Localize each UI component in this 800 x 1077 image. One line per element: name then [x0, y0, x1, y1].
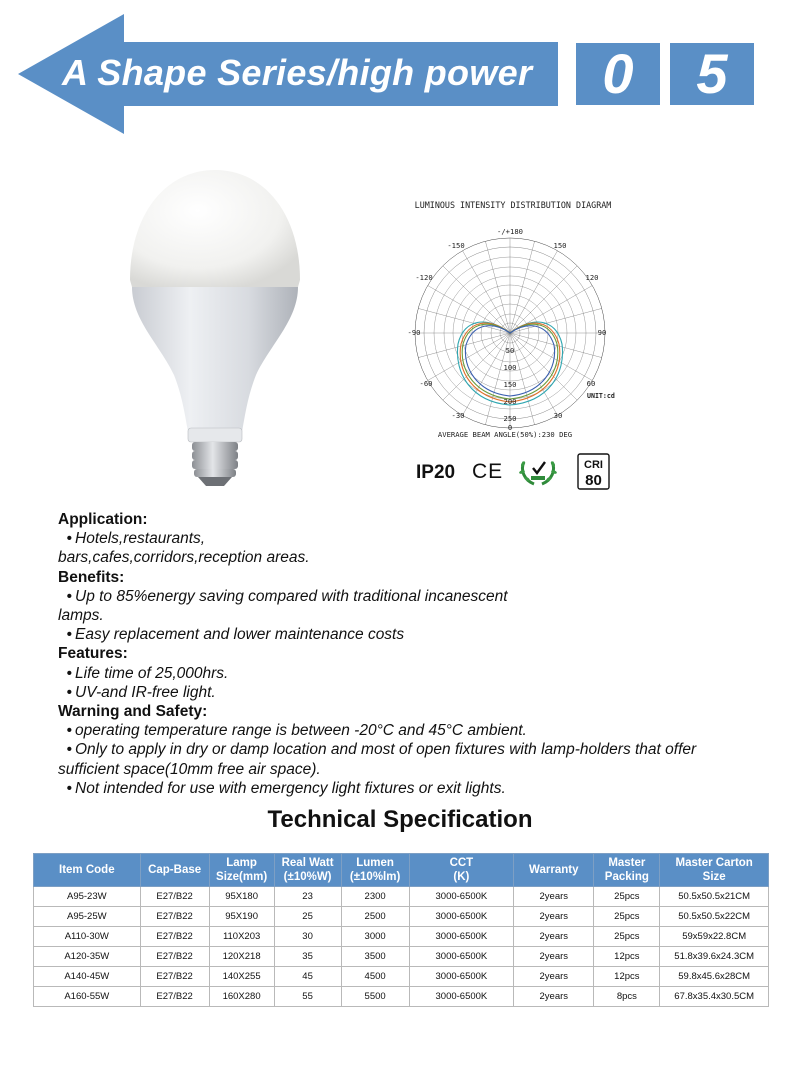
- list-item: • Only to apply in dry or damp location and most of open fixtures with lamp-holders that offer: [66, 741, 697, 759]
- polar-spoke: [510, 308, 602, 333]
- table-cell: 3000-6500K: [409, 987, 514, 1007]
- polar-spoke: [510, 333, 558, 415]
- table-cell: 2years: [514, 927, 594, 947]
- table-cell: 23: [274, 887, 341, 907]
- table-header-cell: CCT (K): [409, 854, 514, 887]
- table-header-cell: Real Watt (±10%W): [274, 854, 341, 887]
- angle-label: 0: [507, 423, 513, 432]
- table-cell: A160-55W: [34, 987, 141, 1007]
- polar-spoke: [510, 251, 558, 333]
- angle-label: -60: [419, 379, 433, 388]
- cri-80-icon: [578, 454, 609, 489]
- polar-spoke: [418, 308, 510, 333]
- table-cell: 51.8x39.6x24.3CM: [660, 947, 769, 967]
- table-cell: A120-35W: [34, 947, 141, 967]
- table-cell: E27/B22: [140, 887, 209, 907]
- table-header-row: [34, 854, 769, 887]
- table-cell: E27/B22: [140, 987, 209, 1007]
- table-cell: 110X203: [209, 927, 274, 947]
- angle-label: -150: [447, 241, 465, 250]
- luminous-intensity-polar-diagram: [380, 196, 650, 446]
- table-cell: 120X218: [209, 947, 274, 967]
- table-cell: 2300: [341, 887, 409, 907]
- table-row: [34, 947, 769, 967]
- polar-spoke: [510, 333, 592, 381]
- angle-label: 60: [586, 379, 596, 388]
- table-row: [34, 907, 769, 927]
- table-cell: 2years: [514, 967, 594, 987]
- table-header-cell: Warranty: [514, 854, 594, 887]
- table-cell: 140X255: [209, 967, 274, 987]
- table-cell: 12pcs: [594, 947, 660, 967]
- table-cell: 95X180: [209, 887, 274, 907]
- list-item: • operating temperature range is between -20°C and 45°C ambient.: [66, 722, 527, 740]
- table-body: [34, 887, 769, 1007]
- angle-label: 150: [553, 241, 567, 250]
- table-row: [34, 927, 769, 947]
- application-heading: Application:: [58, 511, 148, 528]
- list-item-continuation: bars,cafes,corridors,reception areas.: [58, 549, 310, 567]
- table-cell: 160X280: [209, 987, 274, 1007]
- list-item: • Life time of 25,000hrs.: [66, 664, 229, 682]
- table-cell: 59.8x45.6x28CM: [660, 967, 769, 987]
- table-cell: E27/B22: [140, 907, 209, 927]
- list-item: • Easy replacement and lower maintenance costs: [66, 626, 405, 644]
- table-cell: 2years: [514, 907, 594, 927]
- angle-label: -90: [407, 328, 421, 337]
- table-row: [34, 967, 769, 987]
- table-cell: E27/B22: [140, 967, 209, 987]
- table-row: [34, 987, 769, 1007]
- list-item: • Not intended for use with emergency light fixtures or exit lights.: [66, 779, 506, 797]
- list-item: • Hotels,restaurants,: [66, 530, 206, 548]
- table-cell: 25pcs: [594, 887, 660, 907]
- table-cell: A110-30W: [34, 927, 141, 947]
- angle-label: -120: [415, 273, 433, 282]
- table-header-cell: Lumen (±10%lm): [341, 854, 409, 887]
- radial-label: 200: [503, 397, 517, 406]
- table-cell: A95-23W: [34, 887, 141, 907]
- table-cell: A140-45W: [34, 967, 141, 987]
- table-cell: 3000-6500K: [409, 967, 514, 987]
- cri-label: CRI: [584, 459, 603, 471]
- table-cell: E27/B22: [140, 927, 209, 947]
- led-bulb-image: [120, 160, 310, 490]
- table-cell: 2500: [341, 907, 409, 927]
- table-cell: 2years: [514, 987, 594, 1007]
- table-cell: 3000-6500K: [409, 947, 514, 967]
- radial-label: 150: [503, 380, 517, 389]
- table-cell: 95X190: [209, 907, 274, 927]
- list-item: • Up to 85%energy saving compared with traditional incanescent: [66, 587, 508, 605]
- table-cell: 8pcs: [594, 987, 660, 1007]
- table-cell: 30: [274, 927, 341, 947]
- list-item: • UV-and IR-free light.: [66, 683, 216, 701]
- list-item-continuation: lamps.: [58, 607, 104, 625]
- angle-label: 30: [553, 411, 563, 420]
- table-cell: 4500: [341, 967, 409, 987]
- table-cell: 25: [274, 907, 341, 927]
- table-cell: E27/B22: [140, 947, 209, 967]
- warning-heading: Warning and Safety:: [58, 703, 208, 721]
- table-cell: 3000-6500K: [409, 927, 514, 947]
- table-header-cell: Item Code: [34, 854, 141, 887]
- page-number-digit-2: 5: [670, 43, 754, 105]
- table-cell: 50.5x50.5x21CM: [660, 887, 769, 907]
- angle-label: -/+180: [497, 227, 523, 236]
- table-cell: 3000-6500K: [409, 887, 514, 907]
- benefits-heading: Benefits:: [58, 568, 125, 586]
- table-cell: 25pcs: [594, 927, 660, 947]
- polar-spoke: [510, 241, 535, 333]
- table-cell: 5500: [341, 987, 409, 1007]
- angle-label: 90: [597, 328, 607, 337]
- page-title: A Shape Series/high power: [62, 52, 533, 93]
- spec-title: Technical Specification: [267, 806, 533, 833]
- radial-label: 250: [503, 414, 517, 423]
- radial-label: 50: [505, 346, 515, 355]
- table-cell: 25pcs: [594, 907, 660, 927]
- rohs-wreath-icon: [519, 461, 558, 484]
- table-cell: 55: [274, 987, 341, 1007]
- page-number-digit-1: 0: [576, 43, 660, 105]
- polar-spoke: [463, 251, 511, 333]
- table-header-cell: Master Carton Size: [660, 854, 769, 887]
- ce-mark-icon: CE: [472, 460, 504, 483]
- angle-label: -30: [451, 411, 465, 420]
- angle-label: 120: [585, 273, 599, 282]
- ip20-icon: IP20: [416, 462, 456, 483]
- table-cell: 45: [274, 967, 341, 987]
- list-item-continuation: sufficient space(10mm free air space).: [58, 760, 321, 778]
- table-cell: A95-25W: [34, 907, 141, 927]
- table-cell: 35: [274, 947, 341, 967]
- polar-spoke: [485, 241, 510, 333]
- diagram-title: LUMINOUS INTENSITY DISTRIBUTION DIAGRAM: [414, 200, 612, 210]
- table-cell: 50.5x50.5x22CM: [660, 907, 769, 927]
- table-cell: 67.8x35.4x30.5CM: [660, 987, 769, 1007]
- table-cell: 59x59x22.8CM: [660, 927, 769, 947]
- table-cell: 3000: [341, 927, 409, 947]
- spec-table: [33, 853, 769, 1007]
- table-cell: 3000-6500K: [409, 907, 514, 927]
- unit-label: UNIT:cd: [587, 392, 615, 400]
- table-header-cell: Lamp Size(mm): [209, 854, 274, 887]
- table-cell: 2years: [514, 887, 594, 907]
- table-cell: 2years: [514, 947, 594, 967]
- table-header-cell: Cap-Base: [140, 854, 209, 887]
- features-heading: Features:: [58, 645, 128, 663]
- radial-label: 100: [503, 363, 517, 372]
- certification-icons: [412, 450, 622, 494]
- polar-spoke: [428, 333, 510, 381]
- table-cell: 3500: [341, 947, 409, 967]
- product-description: [58, 510, 738, 798]
- beam-angle-label: AVERAGE BEAM ANGLE(50%):230 DEG: [437, 430, 573, 439]
- table-header-cell: Master Packing: [594, 854, 660, 887]
- table-cell: 12pcs: [594, 967, 660, 987]
- table-row: [34, 887, 769, 907]
- cri-value: 80: [585, 472, 602, 489]
